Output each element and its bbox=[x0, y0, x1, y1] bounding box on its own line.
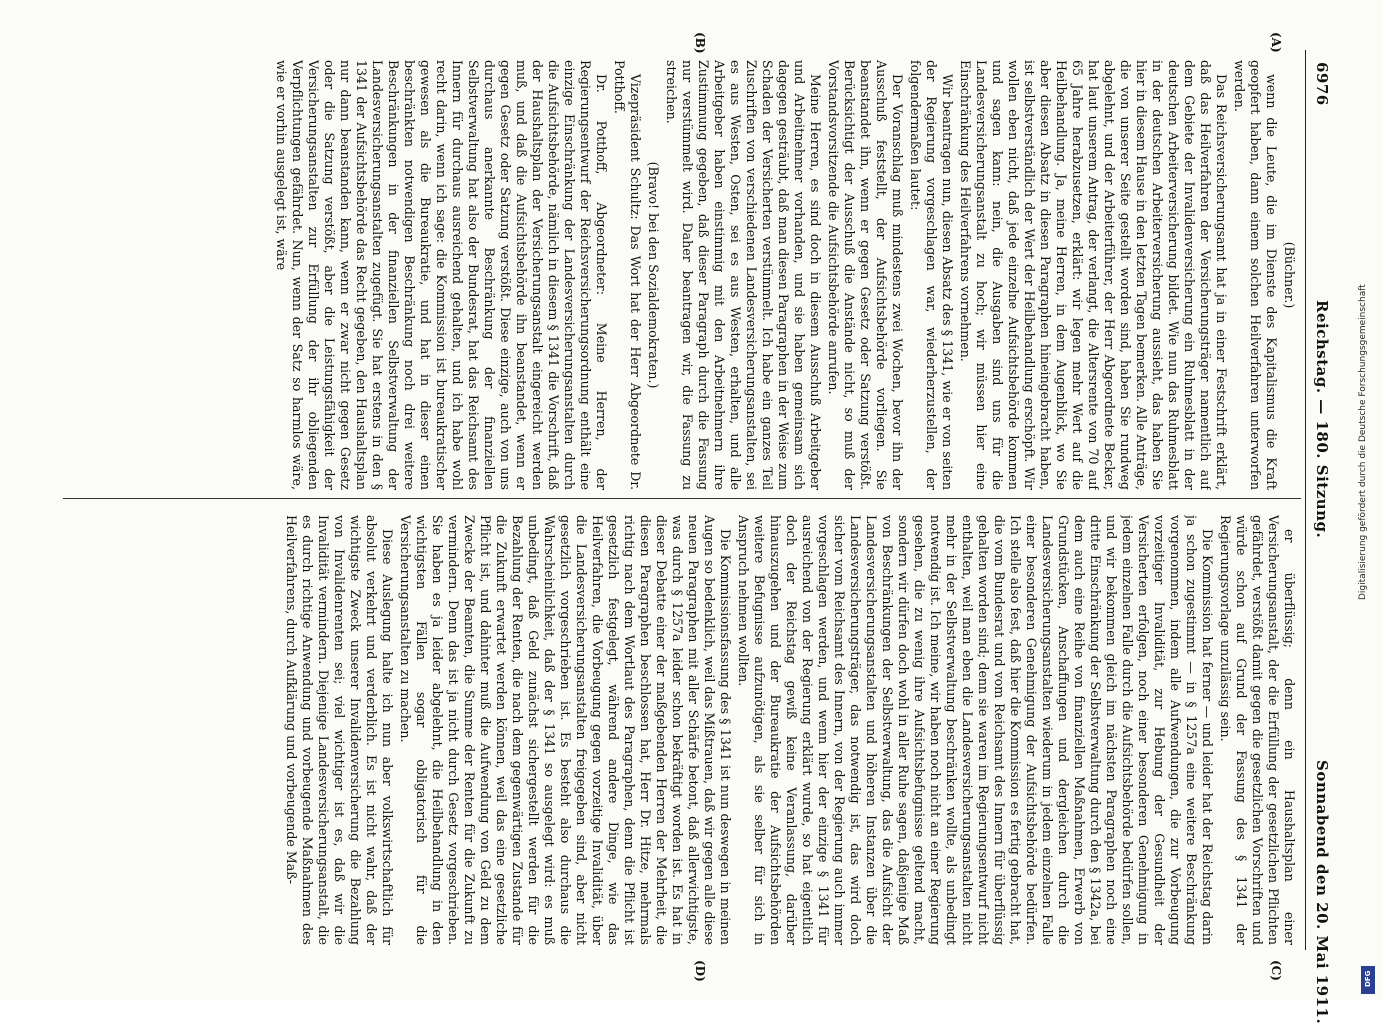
paragraph: Wir beantragen nun, diesen Absatz des § 1341, wie er von seiten der Regierung vorgeschlagen war, wiederherzustellen, der folgendermaßen lautet: bbox=[908, 60, 955, 490]
margin-mark-c: (C) bbox=[1269, 960, 1283, 981]
interjection: (Bravo! bei den Sozialdemokraten.) bbox=[646, 161, 661, 389]
right-column bbox=[67, 515, 1297, 945]
speaker-announcement: Vizepräsident Schultz: Das Wort hat der Herr Abgeordnete Dr. Potthoff. bbox=[612, 60, 643, 490]
digitization-credit: Digitalisierung gefördert durch die Deutsche Forschungsgemeinschaft bbox=[1358, 284, 1368, 600]
page-number: 6976 bbox=[1313, 62, 1331, 106]
column-divider bbox=[63, 498, 1301, 499]
paragraph: wenn die Leute, die im Dienste des Kapitalismus die Kraft geopfert haben, dann einem solchen Heilverfahren unterworfen werden. bbox=[1232, 60, 1279, 490]
page-header bbox=[1307, 0, 1333, 1024]
speaker-note: (Büchner.) bbox=[1282, 241, 1297, 309]
paragraph: er überflüssig; denn ein Haushaltsplan einer Versicherungsanstalt, der die Erfüllung der gesetzlichen Pflichten gefährdet, verstößt damit gegen die gesetzlichen Vorschriften und würde schon auf Grund der Fassung des § 1341 der Regierungsvorlage unzulässig sein. bbox=[1218, 515, 1297, 945]
quoted-paragraph: Der Voranschlag muß mindestens zwei Wochen, bevor ihn der Ausschuß feststellt, der Aufsichtsbehörde vorliegen. Sie beanstandet ihn, wenn er gegen Gesetz oder Satzung verstößt. Berücksichtigt der Ausschuß die Anstände nicht, so muß der Vorstandsvorsitzende die Aufsichtsbehörde anrufen. bbox=[826, 60, 905, 490]
left-column bbox=[67, 60, 1297, 490]
header-rule bbox=[1305, 50, 1306, 950]
dfg-logo bbox=[1361, 966, 1375, 994]
rotated-page-content bbox=[53, 0, 1343, 1024]
paragraph: Die Kommission hat ferner — und leider hat der Reichstag darin ja schon zugestimmt — in § 1257a eine weitere Beschränkung vorgenommen, indem alle Aufwendungen, die zur Vorbeugung vorzeitiger Invalidität, zur Hebung der Gesundheit der Versicherten erfolgen, noch einer besonderen Genehmigung in jedem einzelnen Falle durch die Aufsichtsbehörde bedürfen sollen, und wir bekommen gleich im nächsten Paragraphen noch eine dritte Einschränkung der Selbstverwaltung durch den § 1342a, bei dem auch eine Reihe von finanziellen Maßnahmen, Erwerb von Grundstücken, Anschaffungen und dergleichen durch die Landesversicherungsanstalten wiederum in jedem einzelnen Falle einer besonderen Genehmigung der Aufsichtsbehörde bedürfen. Ich stelle also fest, daß hier die Kommission es fertig gebracht hat, die vom Bundesrat und vom Reichsamt des Innern für überflüssig gehalten worden sind; denn sie waren im Regierungsentwurf nicht enthalten, weil man eben die Landesversicherungsanstalten nicht mehr in der Selbstverwaltung beschränken wollte, als unbedingt notwendig ist. Ich meine, wir haben noch nicht an einer Regierung gesehen, die zu wenig ihre Aufsichtsbefugnisse geltend macht, sondern wir dürfen doch wohl in aller Ruhe sagen, daßjenige Maß von Beschränkungen der Selbstverwaltung, das die Aufsicht der Landesversicherungsanstalten und höheren Instanzen über die Landesversicherungsträger, das notwendig ist, das wird doch sicher vom Reichsamt des Innern, von der Regierung auch immer vorgeschlagen werden, und wenn hier der einzige § 1341 für ausreichend von der Regierung erklärt wurde, so hat eigentlich doch der Reichstag gewiß keine Veranlassung, darüber hinauszugehen und der Bureaukratie der Aufsichtsbehörden weitere Befugnisse aufzunötigen, als sie selber für sich in Anspruch nehmen wollten. bbox=[736, 515, 1215, 945]
margin-mark-b: (B) bbox=[693, 32, 707, 54]
paragraph: Das Reichsversicherungsamt hat ja in einer Festschrift erklärt, daß das Heilverfahren der Versicherungsträger namentlich auf dem Gebiete der Invalidenversicherung ein Ruhmesblatt in der deutschen Arbeiterversicherung bildet. Wie nun das Ruhmesblatt in der deutschen Arbeiterversicherung aussieht, das haben Sie hier in diesem Hause in den letzten Tagen bemerken. Alle Anträge, die von unserer Seite gestellt worden sind, haben Sie rundweg abgelehnt, und der Arbeiterführer, der Herr Abgeordnete Becker, hat laut unserem Antrag, der verlangt, die Altersrente von 70 auf 65 Jahre herabzusetzen, erklärt: wir legen mehr Wert auf die Heilbehandlung. Ja, meine Herren, in dem Augenblick, wo Sie aber diesen Absatz in diesen Paragraphen hineingebracht haben, ist selbstverständlich der Wert der Heilbehandlung erschöpft. Wir wollen eben nicht, daß jede einzelne Aufsichtsbehörde kommen und sagen kann: nein, die Ausgaben sind uns für die Landesversicherungsanstalt zu hoch; wir müssen hier eine Einschränkung des Heilverfahrens vornehmen. bbox=[958, 60, 1229, 490]
paragraph: Diese Auslegung halte ich nun aber volkswirtschaftlich für absolut verkehrt und verderblich. Es ist nicht wahr, daß der wichtigste Zweck unserer Invalidenversicherung die Bezahlung von Invalidenrenten sei; viel wichtiger ist es, daß wir die Invalidität vermindern. Diejenige Landesversicherungsanstalt, die es durch richtige Anwendung und vorbeugende Maßnahmen des Heilverfahrens, durch Aufklärung und vorbeugende Maß- bbox=[284, 515, 395, 945]
margin-mark-d: (D) bbox=[693, 960, 707, 982]
paragraph: Die Kommissionsfassung des § 1341 ist nun deswegen in meinen Augen so bedenklich, weil das Mißtrauen, daß wir gegen alle diese neuen Paragraphen mit aller Schärfe betont, daß allerwichtigste, was durch § 1257a leider schon bekräftigt worden ist. Es hat in dieser Debatte einer der maßgebenden Herren der Mehrheit, die diesen Paragraphen beschlossen hat, Herr Dr. Hitze, mehrmals richtig nach dem Wortlaut des Paragraphen, denn die Pflicht ist gesetzlich festgelegt, während andere Dinge, wie das Heilverfahren, die Vorbeugung gegen vorzeitige Invalidität, über die Landesversicherungsanstalten freigegeben sind, aber nicht gesetzlich vorgeschrieben ist. Es besteht also durchaus die Wahrscheinlichkeit, daß der § 1341 so ausgelegt wird: es muß unbedingt, daß Geld zunächst sichergestellt werden für die Bezahlung der Renten, die nach dem gegenwärtigen Zustande für die Zukunft erwartet werden können, weil das eine gesetzliche Pflicht ist, und dahinter muß die Aufwendung von Geld zu dem Zwecke der Beamten, die Summe der Renten für die Zukunft zu vermindern. Denn das ist ja nicht durch Gesetz vorgeschrieben. Sie haben es ja leider abgelehnt, die Heilbehandlung in den wichtigsten Fällen sogar obligatorisch für die Versicherungsanstalten zu machen. bbox=[398, 515, 733, 945]
margin-mark-a: (A) bbox=[1269, 32, 1283, 53]
running-title: Reichstag. — 180. Sitzung. bbox=[1313, 300, 1331, 539]
session-date: Sonnabend den 20. Mai 1911. bbox=[1313, 760, 1331, 1024]
paragraph: Meine Herren, es sind doch in diesem Ausschuß Arbeitgeber und Arbeitnehmer vorhanden, und sie haben gemeinsam sich dagegen gesträubt, daß man diesen Paragraphen in der Weise zum Schaden der Versicherten verstümmelt. Ich habe ein ganzes Teil Zuschriften von verschiedenen Landesversicherungsanstalten, sei es aus Westen, Osten, sei es aus Westen, erhalten, und alle Arbeitgeber haben einstimmig mit den Arbeitnehmern ihre Zustimmung gegeben, daß dieser Paragraph durch die Fassung nur verstümmelt wird. Daher beantragen wir, die Fassung zu streichen. bbox=[664, 60, 823, 490]
paragraph: Dr. Potthoff, Abgeordneter: Meine Herren, der Regierungsentwurf der Reichsversicherungsordnung enthält eine einzige Einschränkung der Landesversicherungsanstalten durch die Aufsichtsbehörde, nämlich in diesem § 1341 die Vorschrift, daß der Haushaltsplan der Versicherungsanstalt eingereicht werden muß, und daß die Aufsichtsbehörde ihn beanstandet, wenn er gegen Gesetz oder Satzung verstößt. Diese einzige, auch von uns durchaus anerkannte Beschränkung der finanziellen Selbstverwaltung hat also der Bundesrat, hat das Reichsamt des Innern für durchaus ausreichend gehalten, und ich habe wohl recht darin, wenn ich sage: die Kommission ist bureaukratischer gewesen als die Bureaukratie, und hat in dieser einen beschränkten notwendigen Beschränkung noch drei weitere Beschränkungen in der finanziellen Selbstverwaltung der Landesversicherungsanstalten zugefügt. Sie hat erstens in den § 1341 der Aufsichtsbehörde das Recht gegeben, den Haushaltsplan nur dann beanstanden kann, wenn er zwar nicht gegen Gesetz oder die Satzung verstößt, aber die Leistungsfähigkeit der Versicherungsanstalten zur Erfüllung der ihr obliegenden Verpflichtungen gefährdet. Nun, wenn der Satz so harmlos wäre, wie er vorhin ausgelegt ist, wäre bbox=[274, 60, 609, 490]
dfg-logo-text: DFG bbox=[1364, 970, 1372, 987]
